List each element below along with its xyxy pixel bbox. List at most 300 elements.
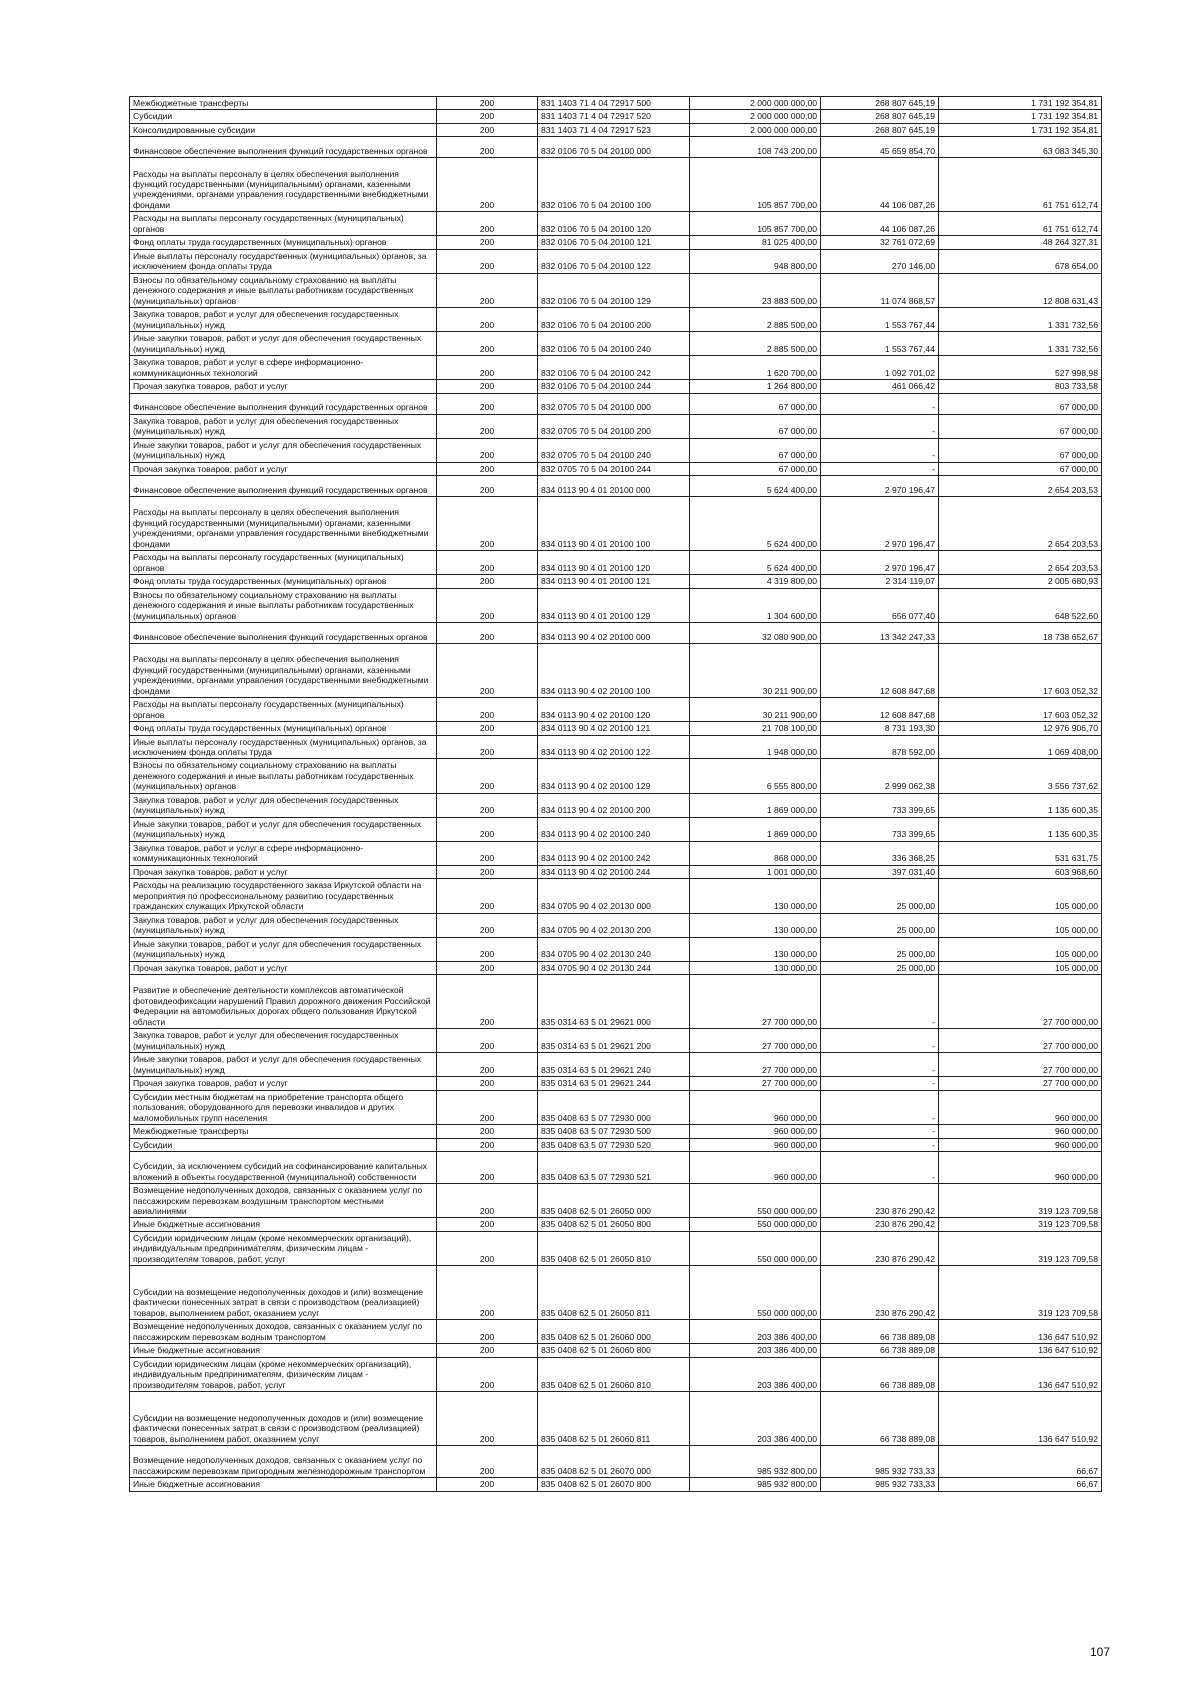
cell-name: Прочая закупка товаров, работ и услуг [130, 1077, 437, 1090]
cell-budget-classification-code: 834 0705 90 4 02 20130 000 [538, 879, 690, 913]
cell-approved-amount: 550 000 000,00 [690, 1231, 821, 1265]
cell-line-code: 200 [437, 1053, 538, 1077]
cell-executed-amount: 656 077,40 [821, 588, 939, 622]
cell-name: Межбюджетные трансферты [130, 97, 437, 110]
cell-approved-amount: 5 624 400,00 [690, 551, 821, 575]
cell-executed-amount: - [821, 462, 939, 475]
cell-line-code: 200 [437, 1138, 538, 1151]
cell-line-code: 200 [437, 937, 538, 961]
cell-unexecuted-amount: 67 000,00 [939, 414, 1102, 438]
cell-line-code: 200 [437, 356, 538, 380]
table-row [130, 393, 1102, 414]
cell-approved-amount: 27 700 000,00 [690, 1053, 821, 1077]
table-row [130, 793, 1102, 817]
table-row [130, 137, 1102, 158]
cell-unexecuted-amount: 27 700 000,00 [939, 1029, 1102, 1053]
cell-budget-classification-code: 834 0705 90 4 02 20130 240 [538, 937, 690, 961]
table-row [130, 817, 1102, 841]
cell-unexecuted-amount: 1 135 600,35 [939, 793, 1102, 817]
cell-unexecuted-amount: 105 000,00 [939, 879, 1102, 913]
table-row [130, 123, 1102, 136]
cell-line-code: 200 [437, 308, 538, 332]
cell-budget-classification-code: 835 0408 62 5 01 26050 800 [538, 1218, 690, 1231]
cell-executed-amount: - [821, 393, 939, 414]
table-row [130, 1053, 1102, 1077]
cell-unexecuted-amount: 136 647 510,92 [939, 1344, 1102, 1357]
cell-budget-classification-code: 834 0113 90 4 02 20100 120 [538, 698, 690, 722]
cell-executed-amount: 13 342 247,33 [821, 623, 939, 644]
cell-budget-classification-code: 834 0113 90 4 02 20100 000 [538, 623, 690, 644]
cell-budget-classification-code: 834 0113 90 4 01 20100 129 [538, 588, 690, 622]
cell-unexecuted-amount: 61 751 612,74 [939, 212, 1102, 236]
cell-budget-classification-code: 834 0113 90 4 01 20100 121 [538, 575, 690, 588]
cell-approved-amount: 550 000 000,00 [690, 1184, 821, 1218]
cell-executed-amount: 230 876 290,42 [821, 1184, 939, 1218]
cell-name: Возмещение недополученных доходов, связанных с оказанием услуг по пассажирским перевозкам воздушным транспортом местными авиалиниями [130, 1184, 437, 1218]
cell-budget-classification-code: 834 0113 90 4 02 20100 200 [538, 793, 690, 817]
cell-budget-classification-code: 832 0106 70 5 04 20100 100 [538, 158, 690, 212]
cell-approved-amount: 1 264 800,00 [690, 380, 821, 393]
cell-approved-amount: 2 000 000 000,00 [690, 110, 821, 123]
table-row [130, 1152, 1102, 1184]
table-row [130, 644, 1102, 698]
cell-executed-amount: 268 807 645,19 [821, 123, 939, 136]
cell-name: Закупка товаров, работ и услуг для обеспечения государственных (муниципальных) нужд [130, 414, 437, 438]
table-row [130, 1344, 1102, 1357]
cell-budget-classification-code: 832 0705 70 5 04 20100 244 [538, 462, 690, 475]
cell-executed-amount: 25 000,00 [821, 913, 939, 937]
cell-approved-amount: 6 555 800,00 [690, 759, 821, 793]
table-row [130, 551, 1102, 575]
cell-approved-amount: 1 869 000,00 [690, 817, 821, 841]
cell-unexecuted-amount: 18 738 652,67 [939, 623, 1102, 644]
cell-line-code: 200 [437, 793, 538, 817]
cell-approved-amount: 67 000,00 [690, 393, 821, 414]
table-row [130, 1266, 1102, 1320]
cell-name: Фонд оплаты труда государственных (муниципальных) органов [130, 575, 437, 588]
cell-approved-amount: 2 000 000 000,00 [690, 123, 821, 136]
cell-line-code: 200 [437, 722, 538, 735]
cell-executed-amount: 66 738 889,08 [821, 1357, 939, 1391]
cell-name: Закупка товаров, работ и услуг для обеспечения государственных (муниципальных) нужд [130, 1029, 437, 1053]
cell-budget-classification-code: 835 0408 62 5 01 26060 810 [538, 1357, 690, 1391]
cell-approved-amount: 130 000,00 [690, 961, 821, 974]
table-row [130, 1320, 1102, 1344]
cell-line-code: 200 [437, 1152, 538, 1184]
cell-line-code: 200 [437, 273, 538, 307]
cell-approved-amount: 1 869 000,00 [690, 793, 821, 817]
cell-unexecuted-amount: 67 000,00 [939, 393, 1102, 414]
cell-budget-classification-code: 832 0705 70 5 04 20100 200 [538, 414, 690, 438]
cell-approved-amount: 960 000,00 [690, 1090, 821, 1124]
cell-approved-amount: 203 386 400,00 [690, 1392, 821, 1446]
table-row [130, 1138, 1102, 1151]
cell-budget-classification-code: 834 0113 90 4 02 20100 100 [538, 644, 690, 698]
cell-line-code: 200 [437, 623, 538, 644]
cell-executed-amount: 268 807 645,19 [821, 97, 939, 110]
cell-name: Субсидии юридическим лицам (кроме некоммерческих организаций), индивидуальным предпринимателям, физическим лицам - производителям товаров, работ, услуг [130, 1231, 437, 1265]
cell-budget-classification-code: 831 1403 71 4 04 72917 500 [538, 97, 690, 110]
cell-approved-amount: 1 001 000,00 [690, 865, 821, 878]
cell-line-code: 200 [437, 414, 538, 438]
cell-budget-classification-code: 835 0408 62 5 01 26060 800 [538, 1344, 690, 1357]
cell-name: Консолидированные субсидии [130, 123, 437, 136]
cell-approved-amount: 203 386 400,00 [690, 1357, 821, 1391]
cell-executed-amount: 230 876 290,42 [821, 1218, 939, 1231]
cell-budget-classification-code: 831 1403 71 4 04 72917 523 [538, 123, 690, 136]
table-row [130, 1090, 1102, 1124]
cell-budget-classification-code: 832 0106 70 5 04 20100 200 [538, 308, 690, 332]
cell-budget-classification-code: 835 0314 63 5 01 29621 000 [538, 975, 690, 1029]
cell-name: Взносы по обязательному социальному страхованию на выплаты денежного содержания и иные выплаты работникам государственных (муниципальных) органов [130, 588, 437, 622]
cell-line-code: 200 [437, 1077, 538, 1090]
cell-budget-classification-code: 832 0106 70 5 04 20100 122 [538, 249, 690, 273]
cell-line-code: 200 [437, 380, 538, 393]
cell-unexecuted-amount: 136 647 510,92 [939, 1392, 1102, 1446]
cell-line-code: 200 [437, 123, 538, 136]
table-body [130, 97, 1102, 1492]
cell-executed-amount: 25 000,00 [821, 961, 939, 974]
cell-line-code: 200 [437, 735, 538, 759]
table-row [130, 380, 1102, 393]
cell-approved-amount: 868 000,00 [690, 841, 821, 865]
cell-budget-classification-code: 835 0408 62 5 01 26070 000 [538, 1446, 690, 1478]
table-row [130, 1357, 1102, 1391]
table-row [130, 110, 1102, 123]
cell-executed-amount: 461 066,42 [821, 380, 939, 393]
cell-executed-amount: 25 000,00 [821, 937, 939, 961]
table-row [130, 735, 1102, 759]
cell-unexecuted-amount: 1 135 600,35 [939, 817, 1102, 841]
cell-name: Взносы по обязательному социальному страхованию на выплаты денежного содержания и иные выплаты работникам государственных (муниципальных) органов [130, 273, 437, 307]
table-row [130, 1392, 1102, 1446]
table-row [130, 462, 1102, 475]
cell-budget-classification-code: 835 0314 63 5 01 29621 240 [538, 1053, 690, 1077]
cell-line-code: 200 [437, 1478, 538, 1491]
cell-approved-amount: 67 000,00 [690, 462, 821, 475]
table-row [130, 1184, 1102, 1218]
cell-budget-classification-code: 834 0113 90 4 02 20100 240 [538, 817, 690, 841]
cell-line-code: 200 [437, 393, 538, 414]
cell-budget-classification-code: 834 0113 90 4 02 20100 244 [538, 865, 690, 878]
cell-name: Возмещение недополученных доходов, связанных с оказанием услуг по пассажирским перевозкам водным транспортом [130, 1320, 437, 1344]
cell-executed-amount: 985 932 733,33 [821, 1478, 939, 1491]
table-row [130, 1446, 1102, 1478]
cell-unexecuted-amount: 27 700 000,00 [939, 1077, 1102, 1090]
cell-budget-classification-code: 832 0705 70 5 04 20100 000 [538, 393, 690, 414]
cell-budget-classification-code: 834 0113 90 4 02 20100 129 [538, 759, 690, 793]
table-row [130, 236, 1102, 249]
cell-unexecuted-amount: 27 700 000,00 [939, 975, 1102, 1029]
table-row [130, 961, 1102, 974]
cell-line-code: 200 [437, 1446, 538, 1478]
cell-executed-amount: 66 738 889,08 [821, 1392, 939, 1446]
cell-executed-amount: 25 000,00 [821, 879, 939, 913]
cell-name: Расходы на выплаты персоналу в целях обеспечения выполнения функций государственными (муниципальными) органами, казенными учреждениями, органами управления государственными внебюджетными фондами [130, 497, 437, 551]
cell-name: Иные закупки товаров, работ и услуг для обеспечения государственных (муниципальных) нужд [130, 438, 437, 462]
cell-line-code: 200 [437, 1125, 538, 1138]
cell-unexecuted-amount: 136 647 510,92 [939, 1320, 1102, 1344]
cell-approved-amount: 203 386 400,00 [690, 1320, 821, 1344]
cell-unexecuted-amount: 319 123 709,58 [939, 1231, 1102, 1265]
cell-name: Закупка товаров, работ и услуг для обеспечения государственных (муниципальных) нужд [130, 308, 437, 332]
cell-executed-amount: - [821, 438, 939, 462]
cell-line-code: 200 [437, 575, 538, 588]
cell-line-code: 200 [437, 158, 538, 212]
table-row [130, 158, 1102, 212]
table-row [130, 249, 1102, 273]
cell-executed-amount: 270 146,00 [821, 249, 939, 273]
cell-unexecuted-amount: 1 731 192 354,81 [939, 97, 1102, 110]
cell-unexecuted-amount: 66,67 [939, 1478, 1102, 1491]
cell-unexecuted-amount: 678 654,00 [939, 249, 1102, 273]
table-row [130, 332, 1102, 356]
cell-budget-classification-code: 832 0705 70 5 04 20100 240 [538, 438, 690, 462]
cell-budget-classification-code: 835 0408 62 5 01 26070 800 [538, 1478, 690, 1491]
cell-approved-amount: 2 885 500,00 [690, 332, 821, 356]
cell-executed-amount: 878 592,00 [821, 735, 939, 759]
cell-name: Развитие и обеспечение деятельности комплексов автоматической фотовидеофиксации нарушений Правил дорожного движения Российской Федерации на автомобильных дорогах общего пользования Иркутской области [130, 975, 437, 1029]
cell-approved-amount: 27 700 000,00 [690, 1077, 821, 1090]
cell-approved-amount: 130 000,00 [690, 913, 821, 937]
cell-unexecuted-amount: 105 000,00 [939, 961, 1102, 974]
table-row [130, 308, 1102, 332]
cell-executed-amount: 733 399,65 [821, 817, 939, 841]
cell-unexecuted-amount: 105 000,00 [939, 937, 1102, 961]
cell-unexecuted-amount: 136 647 510,92 [939, 1357, 1102, 1391]
cell-budget-classification-code: 834 0113 90 4 01 20100 000 [538, 476, 690, 497]
cell-name: Субсидии, за исключением субсидий на софинансирование капитальных вложений в объекты государственной (муниципальной) собственности [130, 1152, 437, 1184]
cell-executed-amount: 32 761 072,69 [821, 236, 939, 249]
cell-unexecuted-amount: 105 000,00 [939, 913, 1102, 937]
cell-line-code: 200 [437, 644, 538, 698]
cell-line-code: 200 [437, 212, 538, 236]
cell-name: Иные закупки товаров, работ и услуг для обеспечения государственных (муниципальных) нужд [130, 817, 437, 841]
cell-executed-amount: 66 738 889,08 [821, 1320, 939, 1344]
cell-name: Закупка товаров, работ и услуг в сфере информационно-коммуникационных технологий [130, 356, 437, 380]
cell-line-code: 200 [437, 1218, 538, 1231]
cell-name: Иные выплаты персоналу государственных (муниципальных) органов, за исключением фонда оплаты труда [130, 249, 437, 273]
cell-approved-amount: 985 932 800,00 [690, 1478, 821, 1491]
cell-name: Субсидии [130, 110, 437, 123]
cell-line-code: 200 [437, 1090, 538, 1124]
cell-unexecuted-amount: 48 264 327,31 [939, 236, 1102, 249]
cell-executed-amount: 733 399,65 [821, 793, 939, 817]
cell-approved-amount: 81 025 400,00 [690, 236, 821, 249]
cell-line-code: 200 [437, 1320, 538, 1344]
cell-name: Иные закупки товаров, работ и услуг для обеспечения государственных (муниципальных) нужд [130, 332, 437, 356]
cell-executed-amount: 2 970 196,47 [821, 476, 939, 497]
cell-line-code: 200 [437, 865, 538, 878]
cell-approved-amount: 203 386 400,00 [690, 1344, 821, 1357]
cell-executed-amount: 2 999 062,38 [821, 759, 939, 793]
cell-budget-classification-code: 832 0106 70 5 04 20100 000 [538, 137, 690, 158]
cell-unexecuted-amount: 17 603 052,32 [939, 644, 1102, 698]
cell-unexecuted-amount: 67 000,00 [939, 462, 1102, 475]
cell-approved-amount: 1 620 700,00 [690, 356, 821, 380]
cell-approved-amount: 67 000,00 [690, 438, 821, 462]
table-row [130, 722, 1102, 735]
cell-name: Иные закупки товаров, работ и услуг для обеспечения государственных (муниципальных) нужд [130, 937, 437, 961]
cell-approved-amount: 130 000,00 [690, 937, 821, 961]
cell-budget-classification-code: 831 1403 71 4 04 72917 520 [538, 110, 690, 123]
cell-approved-amount: 550 000 000,00 [690, 1218, 821, 1231]
cell-name: Субсидии на возмещение недополученных доходов и (или) возмещение фактически понесенных затрат в связи с производством (реализацией) товаров, выполнением работ, оказанием услуг [130, 1392, 437, 1446]
cell-executed-amount: 44 106 087,26 [821, 212, 939, 236]
cell-approved-amount: 130 000,00 [690, 879, 821, 913]
table-row [130, 588, 1102, 622]
cell-executed-amount: 45 659 854,70 [821, 137, 939, 158]
cell-budget-classification-code: 835 0408 62 5 01 26050 000 [538, 1184, 690, 1218]
cell-line-code: 200 [437, 759, 538, 793]
cell-executed-amount: - [821, 1125, 939, 1138]
cell-name: Закупка товаров, работ и услуг для обеспечения государственных (муниципальных) нужд [130, 913, 437, 937]
table-row [130, 865, 1102, 878]
cell-unexecuted-amount: 960 000,00 [939, 1090, 1102, 1124]
cell-executed-amount: 1 092 701,02 [821, 356, 939, 380]
cell-unexecuted-amount: 3 556 737,62 [939, 759, 1102, 793]
cell-unexecuted-amount: 1 331 732,56 [939, 308, 1102, 332]
cell-executed-amount: 2 970 196,47 [821, 551, 939, 575]
table-row [130, 212, 1102, 236]
cell-unexecuted-amount: 319 123 709,58 [939, 1184, 1102, 1218]
cell-approved-amount: 960 000,00 [690, 1138, 821, 1151]
cell-approved-amount: 960 000,00 [690, 1125, 821, 1138]
table-row [130, 1231, 1102, 1265]
table-row [130, 356, 1102, 380]
cell-line-code: 200 [437, 1392, 538, 1446]
cell-line-code: 200 [437, 1266, 538, 1320]
cell-budget-classification-code: 834 0113 90 4 01 20100 100 [538, 497, 690, 551]
cell-unexecuted-amount: 63 083 345,30 [939, 137, 1102, 158]
cell-line-code: 200 [437, 332, 538, 356]
cell-line-code: 200 [437, 817, 538, 841]
cell-unexecuted-amount: 1 731 192 354,81 [939, 110, 1102, 123]
cell-name: Иные выплаты персоналу государственных (муниципальных) органов, за исключением фонда оплаты труда [130, 735, 437, 759]
cell-executed-amount: 1 553 767,44 [821, 308, 939, 332]
cell-unexecuted-amount: 960 000,00 [939, 1125, 1102, 1138]
cell-approved-amount: 105 857 700,00 [690, 158, 821, 212]
cell-unexecuted-amount: 319 123 709,58 [939, 1266, 1102, 1320]
cell-unexecuted-amount: 527 998,98 [939, 356, 1102, 380]
cell-budget-classification-code: 835 0408 62 5 01 26060 000 [538, 1320, 690, 1344]
table-row [130, 698, 1102, 722]
cell-approved-amount: 550 000 000,00 [690, 1266, 821, 1320]
cell-executed-amount: - [821, 1029, 939, 1053]
cell-approved-amount: 2 000 000 000,00 [690, 97, 821, 110]
cell-budget-classification-code: 835 0408 62 5 01 26060 811 [538, 1392, 690, 1446]
cell-unexecuted-amount: 960 000,00 [939, 1138, 1102, 1151]
cell-executed-amount: 985 932 733,33 [821, 1446, 939, 1478]
cell-approved-amount: 105 857 700,00 [690, 212, 821, 236]
cell-unexecuted-amount: 603 968,60 [939, 865, 1102, 878]
budget-execution-table [129, 96, 1102, 1492]
table-row [130, 414, 1102, 438]
cell-unexecuted-amount: 803 733,58 [939, 380, 1102, 393]
cell-name: Субсидии местным бюджетам на приобретение транспорта общего пользования, оборудованного для перевозки инвалидов и других маломобильных групп населения [130, 1090, 437, 1124]
table-row [130, 913, 1102, 937]
cell-budget-classification-code: 835 0408 63 5 07 72930 500 [538, 1125, 690, 1138]
cell-budget-classification-code: 835 0408 62 5 01 26050 810 [538, 1231, 690, 1265]
cell-budget-classification-code: 834 0113 90 4 02 20100 121 [538, 722, 690, 735]
cell-executed-amount: 1 553 767,44 [821, 332, 939, 356]
cell-line-code: 200 [437, 236, 538, 249]
cell-budget-classification-code: 832 0106 70 5 04 20100 244 [538, 380, 690, 393]
cell-name: Возмещение недополученных доходов, связанных с оказанием услуг по пассажирским перевозкам пригородным железнодорожным транспортом [130, 1446, 437, 1478]
cell-approved-amount: 30 211 900,00 [690, 644, 821, 698]
cell-unexecuted-amount: 27 700 000,00 [939, 1053, 1102, 1077]
cell-line-code: 200 [437, 97, 538, 110]
cell-approved-amount: 4 319 800,00 [690, 575, 821, 588]
cell-approved-amount: 1 304 600,00 [690, 588, 821, 622]
cell-unexecuted-amount: 66,67 [939, 1446, 1102, 1478]
cell-unexecuted-amount: 319 123 709,58 [939, 1218, 1102, 1231]
cell-approved-amount: 27 700 000,00 [690, 975, 821, 1029]
table-row [130, 975, 1102, 1029]
cell-unexecuted-amount: 2 654 203,53 [939, 551, 1102, 575]
cell-unexecuted-amount: 2 005 680,93 [939, 575, 1102, 588]
cell-executed-amount: 44 106 087,26 [821, 158, 939, 212]
cell-approved-amount: 948 800,00 [690, 249, 821, 273]
cell-name: Прочая закупка товаров, работ и услуг [130, 462, 437, 475]
cell-approved-amount: 985 932 800,00 [690, 1446, 821, 1478]
cell-budget-classification-code: 835 0408 62 5 01 26050 811 [538, 1266, 690, 1320]
cell-executed-amount: 8 731 193,30 [821, 722, 939, 735]
cell-line-code: 200 [437, 588, 538, 622]
cell-executed-amount: 2 970 196,47 [821, 497, 939, 551]
cell-executed-amount: 336 368,25 [821, 841, 939, 865]
cell-line-code: 200 [437, 249, 538, 273]
cell-approved-amount: 2 885 500,00 [690, 308, 821, 332]
cell-line-code: 200 [437, 1344, 538, 1357]
cell-name: Финансовое обеспечение выполнения функций государственных органов [130, 476, 437, 497]
table-row [130, 1125, 1102, 1138]
table-row [130, 1218, 1102, 1231]
cell-budget-classification-code: 835 0408 63 5 07 72930 521 [538, 1152, 690, 1184]
cell-budget-classification-code: 832 0106 70 5 04 20100 240 [538, 332, 690, 356]
cell-executed-amount: - [821, 1077, 939, 1090]
cell-approved-amount: 30 211 900,00 [690, 698, 821, 722]
table-row [130, 575, 1102, 588]
cell-budget-classification-code: 832 0106 70 5 04 20100 242 [538, 356, 690, 380]
cell-executed-amount: - [821, 1053, 939, 1077]
cell-unexecuted-amount: 960 000,00 [939, 1152, 1102, 1184]
cell-name: Финансовое обеспечение выполнения функций государственных органов [130, 623, 437, 644]
cell-approved-amount: 21 708 100,00 [690, 722, 821, 735]
cell-executed-amount: 230 876 290,42 [821, 1231, 939, 1265]
cell-approved-amount: 27 700 000,00 [690, 1029, 821, 1053]
cell-line-code: 200 [437, 1357, 538, 1391]
cell-budget-classification-code: 835 0314 63 5 01 29621 244 [538, 1077, 690, 1090]
cell-name: Расходы на выплаты персоналу в целях обеспечения выполнения функций государственными (муниципальными) органами, казенными учреждениями, органами управления государственными внебюджетными фондами [130, 644, 437, 698]
cell-executed-amount: 12 608 847,68 [821, 644, 939, 698]
cell-line-code: 200 [437, 110, 538, 123]
cell-approved-amount: 960 000,00 [690, 1152, 821, 1184]
cell-executed-amount: - [821, 1138, 939, 1151]
cell-name: Взносы по обязательному социальному страхованию на выплаты денежного содержания и иные выплаты работникам государственных (муниципальных) органов [130, 759, 437, 793]
cell-name: Расходы на выплаты персоналу в целях обеспечения выполнения функций государственными (муниципальными) органами, казенными учреждениями, органами управления государственными внебюджетными фондами [130, 158, 437, 212]
cell-name: Прочая закупка товаров, работ и услуг [130, 961, 437, 974]
cell-name: Расходы на выплаты персоналу государственных (муниципальных) органов [130, 698, 437, 722]
cell-approved-amount: 5 624 400,00 [690, 497, 821, 551]
cell-line-code: 200 [437, 961, 538, 974]
table-row [130, 1029, 1102, 1053]
cell-budget-classification-code: 835 0408 63 5 07 72930 520 [538, 1138, 690, 1151]
cell-line-code: 200 [437, 841, 538, 865]
cell-unexecuted-amount: 1 069 408,00 [939, 735, 1102, 759]
cell-executed-amount: 12 608 847,68 [821, 698, 939, 722]
cell-budget-classification-code: 834 0705 90 4 02 20130 244 [538, 961, 690, 974]
